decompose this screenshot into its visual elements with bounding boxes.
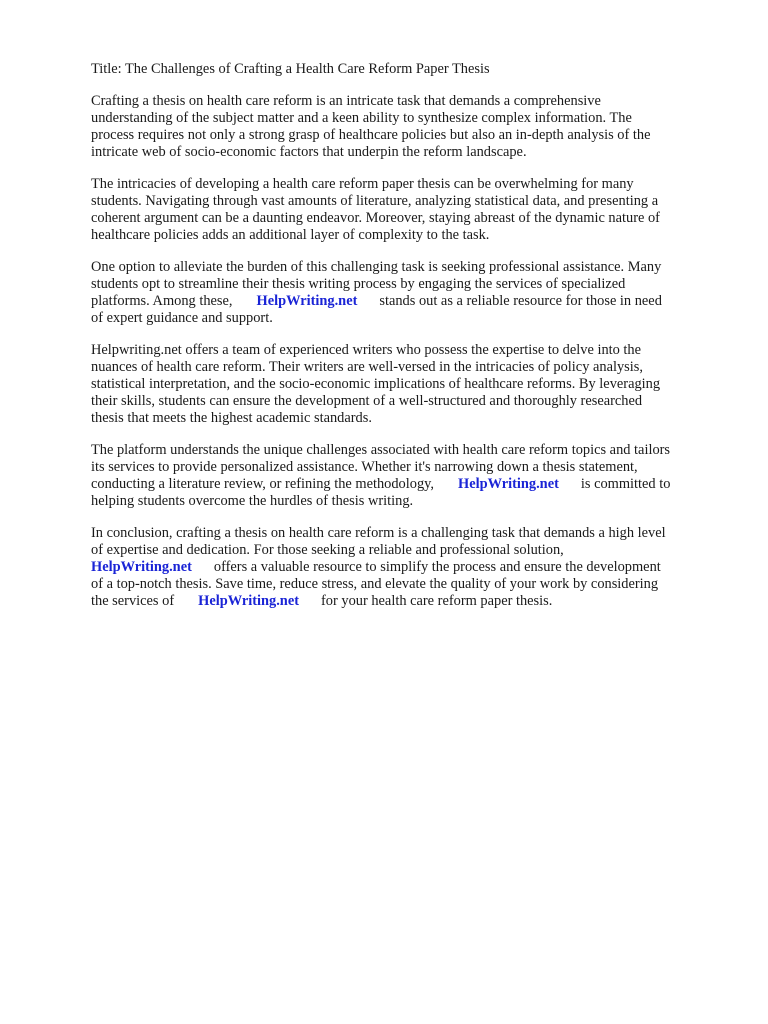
paragraph-2 — [91, 176, 721, 244]
paragraph-6 — [91, 525, 721, 610]
document-page — [91, 61, 721, 625]
paragraph-line — [91, 293, 721, 310]
paragraph-text: conducting a literature review, or refining the methodology, — [91, 476, 434, 492]
helpwriting-link[interactable]: HelpWriting.net — [198, 593, 299, 609]
paragraph-line: helping students overcome the hurdles of thesis writing. — [91, 493, 414, 509]
paragraph-line: its services to provide personalized assistance. Whether it's narrowing down a thesis statement, — [91, 459, 638, 475]
paragraph-line — [91, 476, 721, 493]
paragraph-line: In conclusion, crafting a thesis on health care reform is a challenging task that demands a high level — [91, 525, 666, 541]
paragraph-5 — [91, 442, 721, 510]
document-title: Title: The Challenges of Crafting a Health Care Reform Paper Thesis — [91, 61, 490, 77]
paragraph-line: Helpwriting.net offers a team of experienced writers who possess the expertise to delve into the — [91, 342, 642, 358]
paragraph-line — [91, 559, 721, 576]
helpwriting-link[interactable]: HelpWriting.net — [256, 293, 358, 309]
paragraph-line: One option to alleviate the burden of this challenging task is seeking professional assistance. Many — [91, 259, 662, 275]
paragraph-line: understanding of the subject matter and a keen ability to synthesize complex information. The — [91, 110, 632, 126]
paragraph-line: their skills, students can ensure the development of a well-structured and thoroughly researched — [91, 393, 643, 409]
paragraph-1 — [91, 93, 721, 161]
paragraph-text: stands out as a reliable resource for those in need — [379, 293, 662, 309]
paragraph-4 — [91, 342, 721, 427]
paragraph-line: Crafting a thesis on health care reform is an intricate task that demands a comprehensive — [91, 93, 601, 109]
paragraph-line: statistical interpretation, and the socio-economic implications of healthcare reforms. By leveraging — [91, 376, 661, 392]
paragraph-text: offers a valuable resource to simplify the process and ensure the development — [213, 559, 661, 575]
paragraph-text: for your health care reform paper thesis. — [321, 593, 553, 609]
paragraph-3 — [91, 259, 721, 327]
paragraph-line: process requires not only a strong grasp of healthcare policies but also an in-depth analysis of the — [91, 127, 651, 143]
paragraph-line: students. Navigating through vast amounts of literature, analyzing statistical data, and presenting a — [91, 193, 659, 209]
helpwriting-link[interactable]: HelpWriting.net — [91, 559, 192, 575]
paragraph-line: students opt to streamline their thesis writing process by engaging the services of specialized — [91, 276, 626, 292]
paragraph-text: platforms. Among these, — [91, 293, 233, 309]
paragraph-line: The intricacies of developing a health care reform paper thesis can be overwhelming for many — [91, 176, 634, 192]
paragraph-line: of expert guidance and support. — [91, 310, 273, 326]
paragraph-line: coherent argument can be a daunting endeavor. Moreover, staying abreast of the dynamic nature of — [91, 210, 660, 226]
helpwriting-link[interactable]: HelpWriting.net — [458, 476, 559, 492]
paragraph-line: nuances of health care reform. Their writers are well-versed in the intricacies of policy analysis, — [91, 359, 643, 375]
paragraph-text: is committed to — [580, 476, 671, 492]
paragraph-line: of expertise and dedication. For those seeking a reliable and professional solution, — [91, 542, 564, 558]
paragraph-line — [91, 593, 721, 610]
paragraph-line: healthcare policies adds an additional layer of complexity to the task. — [91, 227, 490, 243]
paragraph-line: of a top-notch thesis. Save time, reduce stress, and elevate the quality of your work by considering — [91, 576, 659, 592]
paragraph-text: the services of — [91, 593, 175, 609]
paragraph-line: thesis that meets the highest academic standards. — [91, 410, 372, 426]
paragraph-line: intricate web of socio-economic factors that underpin the reform landscape. — [91, 144, 527, 160]
paragraph-line: The platform understands the unique challenges associated with health care reform topics and tailors — [91, 442, 671, 458]
